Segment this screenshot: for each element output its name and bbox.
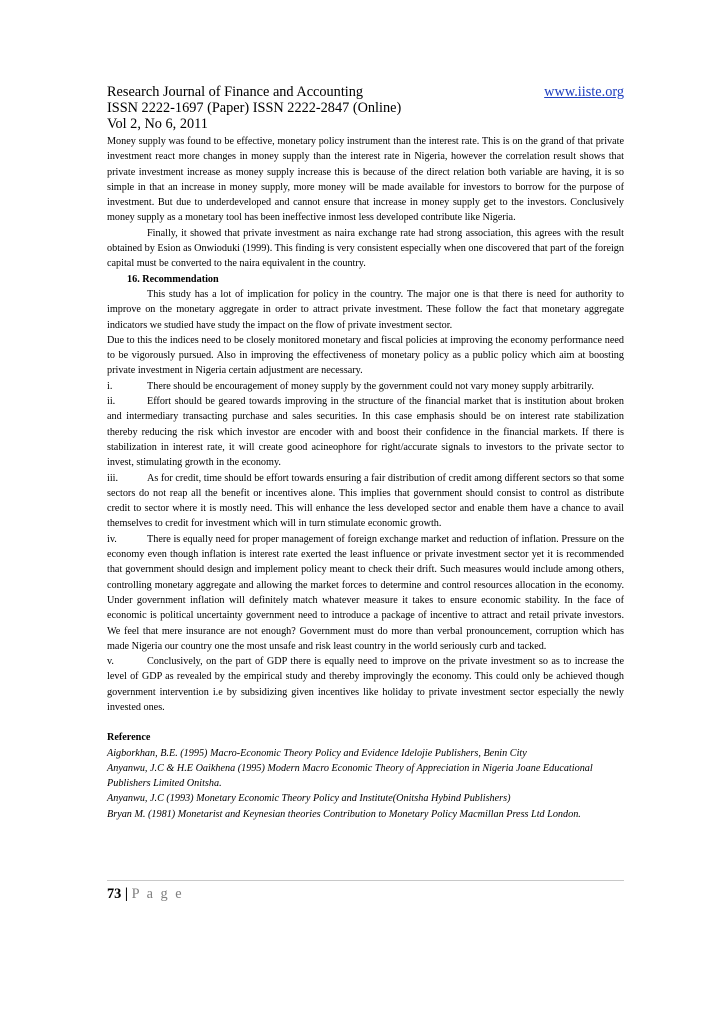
section-heading-recommendation: 16. Recommendation (127, 273, 219, 285)
reference-entry: Bryan M. (1981) Monetarist and Keynesian theories Contribution to Monetary Policy Macmillan Press Ltd London. (107, 808, 581, 820)
page-number: 73 (107, 886, 122, 902)
reference-entry: Aigborkhan, B.E. (1995) Macro-Economic Theory Policy and Evidence Idelojie Publishers, Benin City (107, 747, 527, 759)
page-label: P a g e (131, 886, 184, 902)
issn-line: ISSN 2222-1697 (Paper) ISSN 2222-2847 (Online) (107, 100, 402, 116)
page-content (107, 84, 624, 822)
running-header (107, 84, 624, 100)
paragraph-implication: This study has a lot of implication for policy in the country. The major one is that there is need for authority to improve on the monetary aggregate in order to attract private investment. These follow the fact that monetary aggregate indicators we studied have study the impact on the flow of private investment sector. (107, 288, 624, 331)
footer-separator: | (121, 886, 132, 902)
paragraph-indices: Due to this the indices need to be closely monitored monetary and fiscal policies at improving the economy performance need to be vigorously pursued. Also in improving the effectiveness of monetary policy as a public policy which aim at boosting private investment in Nigeria certain adjustment are necessary. (107, 334, 624, 377)
item-number: iii. (107, 472, 119, 484)
journal-title: Research Journal of Finance and Accounting (107, 84, 364, 100)
reference-list (107, 730, 624, 822)
recommendation-item (107, 471, 624, 532)
reference-entry: Anyanwu, J.C (1993) Monetary Economic Theory Policy and Institute(Onitsha Hybind Publishers) (107, 793, 511, 805)
reference-entry: Anyanwu, J.C & H.E Oaikhena (1995) Modern Macro Economic Theory of Appreciation in Nigeria Joane Educational Publishers Limited Onitsha. (107, 762, 593, 790)
item-number: ii. (107, 396, 116, 408)
volume-line: Vol 2, No 6, 2011 (107, 116, 208, 132)
item-number: iv. (107, 533, 117, 545)
item-text: There is equally need for proper management of foreign exchange market and reduction of inflation. Pressure on the economy even though inflation is interest rate exerted the least influence or private investment sector yet it is recommended that government should design and implement policy meant to check their drift. Such measures would include among others, controlling monetary aggregate and allowing the market forces to determine and control resources allocation in the economy. Under government inflation will definitely match whatever measure it takes to ensure economic stability. In the face of economic is political uncertainty government need to introduce a package of incentive to attract and retail private investors. We feel that mere insurance are not enough? Government must do more than verbal pronouncement, corruption which has made Nigeria our country one the most unsafe and risk least country in the world seriously curb and tacked. (107, 533, 624, 652)
reference-heading: Reference (107, 732, 151, 744)
item-text: Effort should be geared towards improving in the structure of the financial market that is institution about broken and intermediary transacting purchase and sales securities. In this case emphasis should be on interest rate stabilization thereby reducing the risk which investor are encoder with and boost their confidence in the financial markets. If there is stabilization in interest rate, it will create good acineophore for right/accurate signals to investors to the private sector to invest, stimulating growth in the economy. (107, 396, 624, 469)
item-number: i. (107, 380, 113, 392)
article-body (107, 134, 624, 822)
recommendation-item (107, 532, 624, 654)
page-footer (107, 880, 624, 903)
recommendation-item (107, 654, 624, 715)
paragraph-exchange-rate: Finally, it showed that private investment as naira exchange rate had strong association, this agrees with the result obtained by Esion as Onwioduki (1999). This finding is very consistent especially when one discovered that part of the foreign capital must be converted to the naira equivalent in the country. (107, 227, 624, 270)
item-text: Conclusively, on the part of GDP there is equally need to improve on the private investment so as to increase the level of GDP as revealed by the empirical study and thereby improvingly the economy. This could only be achieved though government intervention i.e by subsidizing given incentives like holiday to private investment sector especially the newly invested ones. (107, 656, 624, 713)
journal-url-link[interactable]: www.iiste.org (544, 84, 624, 100)
item-text: As for credit, time should be effort towards ensuring a fair distribution of credit among different sectors so that some sectors do not reap all the benefit or incentives alone. This implies that government should consist to control as distribute credit to sector where it is mostly need. This will enhance the less developed sector and enable them have a chance to avail themselves to credit for investment which will in turn stimulate economic growth. (107, 472, 624, 530)
paragraph-money-supply: Money supply was found to be effective, monetary policy instrument than the interest rate. This is on the grand of that private investment react more changes in money supply than the interest rate in Nigeria, however the correlation result shows that private investment increase as money supply increase this is because of the direct relation both variable are having, it is so simple in that an increase in money supply, more money will be made available for investors to borrow for the purpose of investment. But due to underdeveloped and cannot ensure that increase in money supply get to the investors. Conclusively money supply as a monetary tool has been ineffective inmost less developed contribute like Nigeria. (107, 136, 624, 224)
recommendation-item (107, 394, 624, 470)
item-text: There should be encouragement of money supply by the government could not vary money supply arbitrarily. (147, 380, 594, 392)
item-number: v. (107, 656, 114, 668)
recommendation-item (107, 379, 624, 394)
